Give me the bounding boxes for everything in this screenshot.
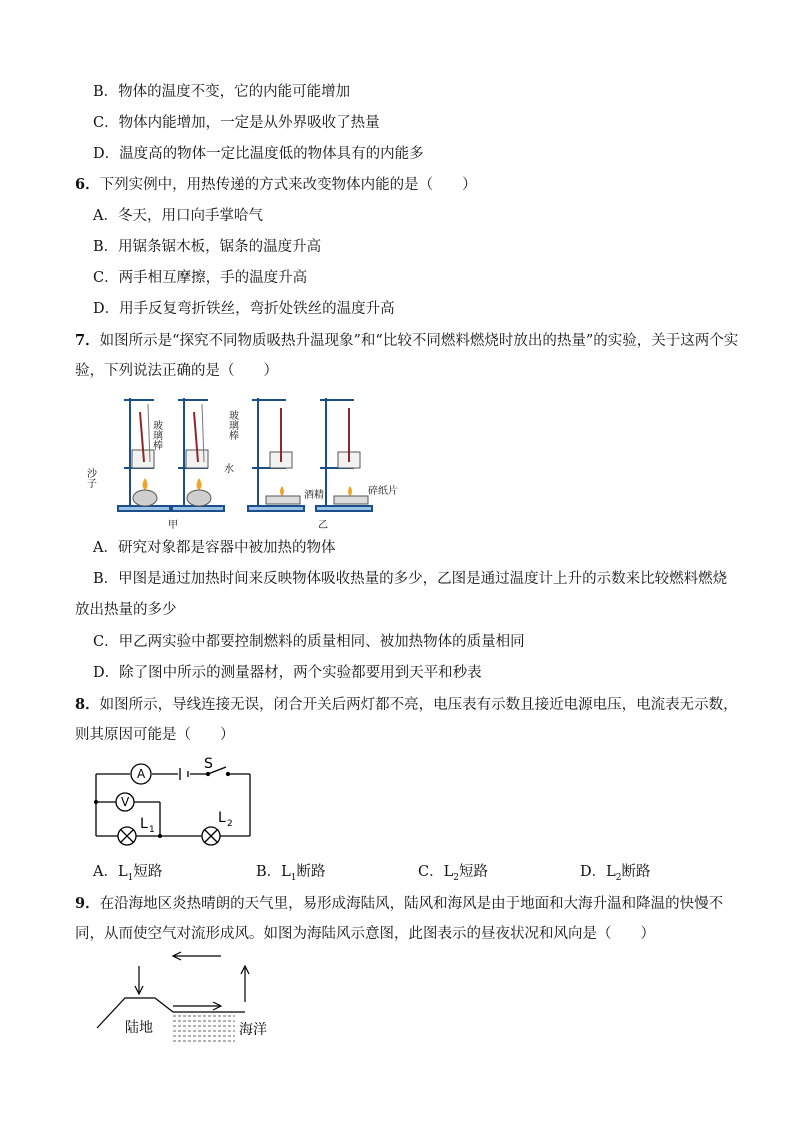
stand-base-4 bbox=[316, 506, 372, 511]
q8-option-d: D．$L_2$断路 bbox=[580, 864, 651, 883]
q9-stem-line2: 同，从而使空气对流形成风。如图为海陆风示意图，此图表示的昼夜状况和风向是（ ） bbox=[75, 926, 655, 942]
q6-option-d: D．用手反复弯折铁丝，弯折处铁丝的温度升高 bbox=[93, 301, 395, 317]
lamp2-label: L bbox=[218, 810, 226, 826]
switch-label: S bbox=[204, 756, 213, 772]
q8-option-a: A．$L_1$短路 bbox=[93, 864, 163, 883]
q7-option-c: C．甲乙两实验中都要控制燃料的质量相同、被加热物体的质量相同 bbox=[93, 634, 525, 650]
q8-stem-line2: 则其原因可能是（ ） bbox=[75, 727, 235, 743]
q6-stem bbox=[75, 175, 477, 195]
q7-option-b-line1: B．甲图是通过加热时间来反映物体吸收热量的多少，乙图是通过温度计上升的示数来比较燃料燃烧 bbox=[93, 571, 728, 587]
q5-option-d: D．温度高的物体一定比温度低的物体具有的内能多 bbox=[93, 146, 424, 162]
q9-sea-land-breeze-diagram bbox=[95, 950, 285, 1050]
q7-option-b-line2: 放出热量的多少 bbox=[75, 602, 177, 618]
land-label: 陆地 bbox=[125, 1020, 153, 1036]
stand-base-2 bbox=[172, 506, 224, 511]
q8-option-c: C．$L_2$短路 bbox=[418, 864, 488, 883]
stand-base-3 bbox=[248, 506, 304, 511]
q5-option-c: C．物体内能增加，一定是从外界吸收了热量 bbox=[93, 115, 380, 131]
q7-option-a: A．研究对象都是容器中被加热的物体 bbox=[93, 540, 336, 556]
ammeter-label: A bbox=[137, 767, 146, 781]
q6-stem-text: 下列实例中，用热传递的方式来改变物体内能的是（ ） bbox=[99, 177, 477, 193]
q7-option-d: D．除了图中所示的测量器材，两个实验都要用到天平和秒表 bbox=[93, 665, 482, 681]
land-profile bbox=[97, 998, 245, 1028]
q7-stem-line1 bbox=[75, 331, 738, 351]
label-alcohol: 酒精 bbox=[304, 490, 324, 501]
lamp1-subscript: 1 bbox=[149, 825, 155, 835]
voltmeter-label: V bbox=[121, 795, 130, 809]
sea-label: 海洋 bbox=[239, 1022, 267, 1038]
label-yi: 乙 bbox=[318, 520, 328, 531]
q8-stem-line1 bbox=[75, 695, 738, 715]
q9-number: 9． bbox=[75, 895, 100, 912]
q6-option-c: C．两手相互摩擦，手的温度升高 bbox=[93, 270, 308, 286]
q8-option-b: B．$L_1$断路 bbox=[256, 864, 326, 883]
q9-stem-line1 bbox=[75, 894, 723, 914]
q6-number: 6． bbox=[75, 176, 100, 193]
q7-number: 7． bbox=[75, 332, 100, 349]
burner-2 bbox=[187, 490, 211, 506]
q9-stem-text1: 在沿海地区炎热晴朗的天气里，易形成海陆风，陆风和海风是由于地面和大海升温和降温的快慢不 bbox=[99, 896, 724, 912]
burner-1 bbox=[133, 490, 157, 506]
label-glass-rod-2: 玻璃棒 bbox=[226, 410, 238, 440]
q7-stem-text1: 如图所示是“探究不同物质吸热升温现象”和“比较不同燃料燃烧时放出的热量”的实验，关于这两个实 bbox=[99, 333, 739, 349]
q7-stem-line2: 验，下列说法正确的是（ ） bbox=[75, 363, 278, 379]
q5-option-b: B．物体的温度不变，它的内能可能增加 bbox=[93, 84, 351, 100]
q6-option-a: A．冬天，用口向手掌哈气 bbox=[93, 208, 263, 224]
label-jia: 甲 bbox=[168, 520, 178, 531]
q7-figure bbox=[84, 390, 420, 535]
q8-circuit-diagram bbox=[90, 758, 260, 848]
lamp2-subscript: 2 bbox=[227, 819, 233, 829]
q6-option-b: B．用锯条锯木板，锯条的温度升高 bbox=[93, 239, 322, 255]
label-water: 水 bbox=[224, 464, 234, 475]
label-glass-rod-1: 玻璃棒 bbox=[150, 420, 162, 450]
q8-number: 8． bbox=[75, 696, 100, 713]
label-sand: 沙子 bbox=[84, 468, 96, 488]
lamp1-label: L bbox=[140, 816, 148, 832]
q8-stem-text1: 如图所示，导线连接无误，闭合开关后两灯都不亮，电压表有示数且接近电源电压，电流表无示数， bbox=[99, 697, 738, 713]
label-paper: 碎纸片 bbox=[368, 486, 398, 497]
alcohol-dish bbox=[266, 496, 300, 504]
paper-dish bbox=[334, 496, 368, 504]
stand-base-1 bbox=[118, 506, 170, 511]
